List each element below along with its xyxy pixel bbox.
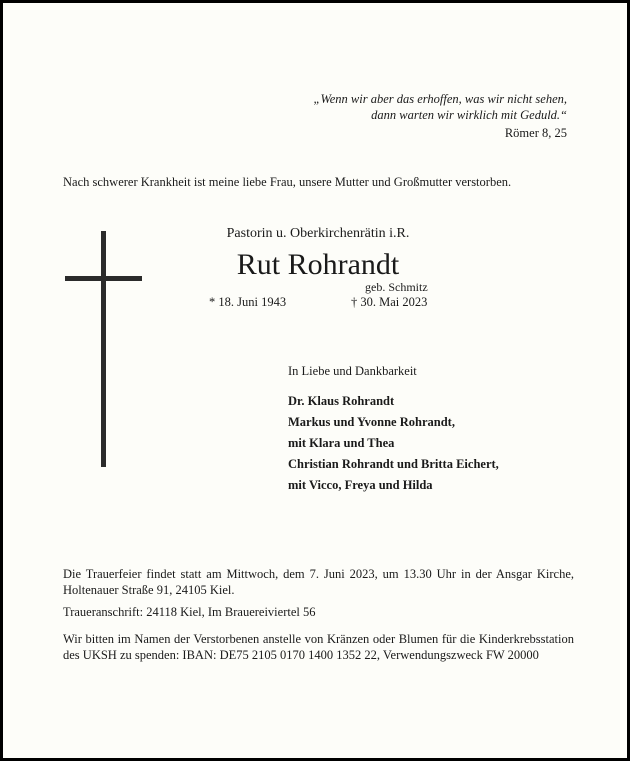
quote-source: Römer 8, 25	[504, 126, 567, 140]
mourners-list	[288, 391, 499, 496]
bible-quote	[267, 91, 567, 123]
deceased-title: Pastorin u. Oberkirchenrätin i.R.	[226, 226, 410, 241]
quote-line-2: dann warten wir wirklich mit Geduld.“	[371, 108, 567, 122]
donation-notice: Wir bitten im Namen der Verstorbenen anstelle von Kränzen oder Blumen für die Kinderkrebsstation des UKSH zu spenden: IBAN: DE75 2105 0170 1400 1352 22, Verwendungszweck FW 20000	[63, 632, 574, 662]
maiden-name: geb. Schmitz	[365, 280, 428, 294]
mourner-name: mit Klara und Thea	[288, 436, 395, 450]
birth-date: * 18. Juni 1943	[209, 295, 287, 309]
mourner-name: Christian Rohrandt und Britta Eichert,	[288, 457, 499, 471]
quote-line-1: „Wenn wir aber das erhoffen, was wir nicht sehen,	[313, 92, 567, 106]
deceased-name: Rut Rohrandt	[236, 248, 400, 281]
funeral-notice: Die Trauerfeier findet statt am Mittwoch, dem 7. Juni 2023, um 13.30 Uhr in der Ansgar Kirche, Holtenauer Straße 91, 24105 Kiel.	[63, 567, 574, 597]
mourner-name: Markus und Yvonne Rohrandt,	[288, 415, 455, 429]
death-date: † 30. Mai 2023	[351, 295, 428, 309]
mourner-name: Dr. Klaus Rohrandt	[288, 394, 395, 408]
mourning-address: Traueranschrift: 24118 Kiel, Im Brauereiviertel 56	[63, 605, 316, 619]
intro-text: Nach schwerer Krankheit ist meine liebe Frau, unsere Mutter und Großmutter verstorben.	[63, 175, 512, 189]
mourners-heading: In Liebe und Dankbarkeit	[288, 364, 417, 378]
mourner-name: mit Vicco, Freya und Hilda	[288, 478, 433, 492]
